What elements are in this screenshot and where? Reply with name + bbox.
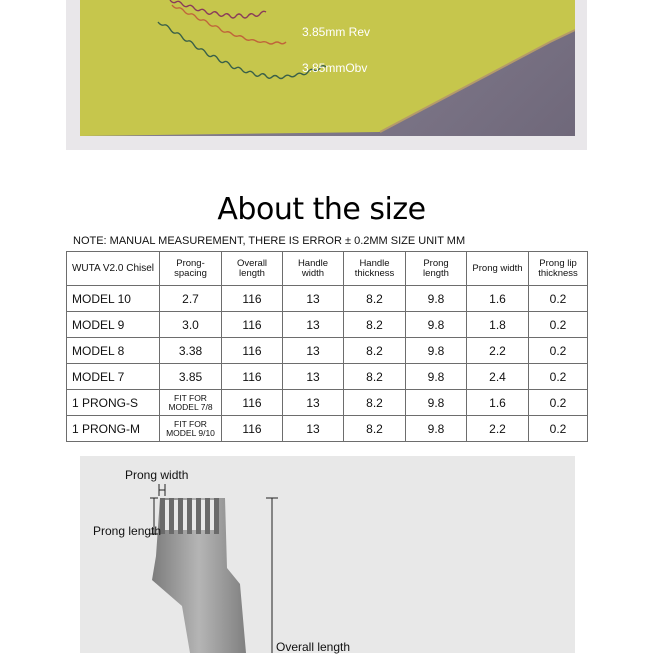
overall-length-dimension <box>266 498 278 653</box>
table-cell: 3.38 <box>160 338 222 364</box>
stitching-sample-photo <box>80 0 575 136</box>
table-cell: 0.2 <box>529 416 588 442</box>
model-name-cell: MODEL 7 <box>67 364 160 390</box>
table-header-cell <box>283 252 344 286</box>
prong-width-label: Prong width <box>125 468 189 482</box>
model-name-cell: 1 PRONG-M <box>67 416 160 442</box>
model-name-cell: MODEL 8 <box>67 338 160 364</box>
size-table <box>66 251 588 442</box>
prong-length-label: Prong length <box>93 524 162 538</box>
table-cell: 116 <box>222 364 283 390</box>
table-row <box>67 312 588 338</box>
header-label: WUTA V2.0 Chisel <box>71 262 155 274</box>
table-cell: 116 <box>222 416 283 442</box>
table-cell: 9.8 <box>406 286 467 312</box>
table-cell: 116 <box>222 286 283 312</box>
section-title: About the size <box>217 192 426 227</box>
model-name-cell: 1 PRONG-S <box>67 390 160 416</box>
table-cell: 3.0 <box>160 312 222 338</box>
table-cell: 2.2 <box>467 338 529 364</box>
header-label: Prong length <box>423 257 449 279</box>
table-cell: 0.2 <box>529 312 588 338</box>
table-cell: 9.8 <box>406 390 467 416</box>
table-cell: 2.2 <box>467 416 529 442</box>
table-cell: 8.2 <box>344 416 406 442</box>
model-name-cell: MODEL 10 <box>67 286 160 312</box>
header-label: Handle width <box>297 257 329 279</box>
table-cell: 0.2 <box>529 286 588 312</box>
table-cell: 13 <box>283 416 344 442</box>
stitch-label-rev: 3.85mm Rev <box>302 25 371 39</box>
table-row <box>67 416 588 442</box>
table-cell: 13 <box>283 364 344 390</box>
table-row <box>67 338 588 364</box>
table-cell: 9.8 <box>406 416 467 442</box>
chisel-diagram <box>80 456 575 653</box>
table-cell: 9.8 <box>406 364 467 390</box>
table-header-cell <box>344 252 406 286</box>
table-row <box>67 390 588 416</box>
table-cell: 9.8 <box>406 338 467 364</box>
table-body <box>67 286 588 442</box>
table-cell: 116 <box>222 338 283 364</box>
table-cell: 1.8 <box>467 312 529 338</box>
stitch-label-obv: 3.85mmObv <box>302 61 368 75</box>
header-label: Prong width <box>472 262 523 274</box>
table-cell: 9.8 <box>406 312 467 338</box>
table-cell: 116 <box>222 312 283 338</box>
overall-length-label: Overall length <box>276 640 351 654</box>
table-cell: 8.2 <box>344 338 406 364</box>
table-header-cell <box>406 252 467 286</box>
table-cell: 0.2 <box>529 390 588 416</box>
table-cell: 13 <box>283 286 344 312</box>
table-header-cell <box>467 252 529 286</box>
table-header-cell <box>222 252 283 286</box>
table-cell: 8.2 <box>344 364 406 390</box>
table-cell: 1.6 <box>467 286 529 312</box>
table-header-row <box>67 252 588 286</box>
measurement-note: NOTE: MANUAL MEASUREMENT, THERE IS ERROR ± 0.2MM SIZE UNIT MM <box>73 235 466 247</box>
table-cell: FIT FOR MODEL 9/10 <box>160 416 222 442</box>
header-label: Handle thickness <box>354 257 395 279</box>
table-header-cell <box>529 252 588 286</box>
prong-width-dimension <box>159 484 165 496</box>
model-name-cell: MODEL 9 <box>67 312 160 338</box>
table-cell: 2.4 <box>467 364 529 390</box>
table-cell: 8.2 <box>344 312 406 338</box>
table-cell: 1.6 <box>467 390 529 416</box>
table-header-cell <box>160 252 222 286</box>
header-label: Prong lip thickness <box>538 257 578 279</box>
table-cell: 13 <box>283 390 344 416</box>
table-cell: 116 <box>222 390 283 416</box>
table-cell: 13 <box>283 312 344 338</box>
table-cell: 3.85 <box>160 364 222 390</box>
header-label: Overall length <box>236 257 268 279</box>
table-row <box>67 286 588 312</box>
table-cell: 8.2 <box>344 390 406 416</box>
table-cell: 8.2 <box>344 286 406 312</box>
header-label: Prong- spacing <box>174 257 207 279</box>
chisel-illustration <box>80 456 575 653</box>
table-cell: FIT FOR MODEL 7/8 <box>160 390 222 416</box>
table-cell: 13 <box>283 338 344 364</box>
table-header-cell <box>67 252 160 286</box>
table-cell: 0.2 <box>529 364 588 390</box>
table-cell: 2.7 <box>160 286 222 312</box>
table-cell: 0.2 <box>529 338 588 364</box>
table-row <box>67 364 588 390</box>
